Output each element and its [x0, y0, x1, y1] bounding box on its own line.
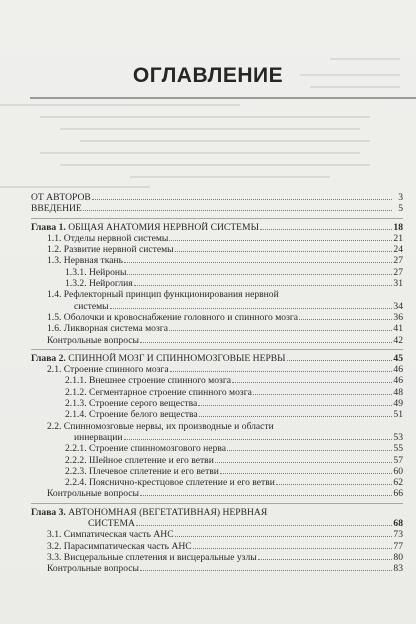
- toc-entry-wrap-first[interactable]: 2.2. Спинномозговые нервы, их производные и области: [47, 420, 274, 432]
- toc-entry[interactable]: 2.1.3. Строение серого вещества 49: [65, 398, 403, 410]
- toc-entry[interactable]: 1.6. Ликворная система мозга 41: [47, 323, 403, 335]
- toc-entry[interactable]: 2.1.4. Строение белого вещества 51: [65, 409, 403, 421]
- toc-entry[interactable]: 2.2.4. Пояснично-крестцовое сплетение и его ветви 62: [65, 477, 403, 489]
- toc-entry[interactable]: 3.2. Парасимпатическая часть АНС 77: [47, 540, 403, 552]
- page-number: 5: [398, 203, 403, 215]
- toc-chapter-2[interactable]: Глава 2. СПИННОЙ МОЗГ И СПИННОМОЗГОВЫЕ НЕРВЫ 45: [31, 352, 403, 364]
- toc-entry-wrap-first[interactable]: 1.4. Рефлекторный принцип функционирования нервной: [47, 289, 279, 301]
- section-divider: [31, 218, 403, 219]
- bleed-through-text: [0, 0, 416, 200]
- toc-entry[interactable]: 3.3. Висцеральные сплетения и висцеральные узлы 80: [47, 551, 403, 563]
- toc-entry[interactable]: 2.2.1. Строение спинномозгового нерва 55: [65, 443, 403, 455]
- toc-entry[interactable]: 2.2.3. Плечевое сплетение и его ветви 60: [65, 465, 403, 477]
- toc-entry[interactable]: 2.1.1. Внешнее строение спинного мозга 46: [65, 375, 403, 387]
- page-title: ОГЛАВЛЕНИЕ: [132, 64, 284, 87]
- toc-entry[interactable]: 2.1. Строение спинного мозга 46: [47, 364, 403, 376]
- toc-entry[interactable]: 1.3. Нервная ткань 27: [47, 255, 403, 267]
- chapter-prefix: Глава 3.: [31, 506, 66, 518]
- page-number: 3: [398, 192, 403, 203]
- toc-entry[interactable]: 2.2.2. Шейное сплетение и его ветви 57: [65, 454, 403, 466]
- chapter-title: ОБЩАЯ АНАТОМИЯ НЕРВНОЙ СИСТЕМЫ: [68, 221, 259, 233]
- toc-entry[interactable]: Контрольные вопросы 66: [47, 488, 403, 500]
- toc-entry-introduction[interactable]: ВВЕДЕНИЕ 5: [31, 203, 403, 215]
- chapter-prefix: Глава 1.: [31, 221, 66, 233]
- toc-chapter-3-first-line[interactable]: [31, 507, 403, 518]
- toc-entry[interactable]: 1.1. Отделы нервной системы 21: [47, 232, 403, 244]
- toc-entry[interactable]: 3.1. Симпатическая часть АНС 73: [47, 529, 403, 541]
- toc-entry[interactable]: 1.2. Развитие нервной системы 24: [47, 244, 403, 256]
- chapter-title: АВТОНОМНАЯ (ВЕГЕТАТИВНАЯ) НЕРВНАЯ: [68, 506, 268, 518]
- toc-entry-authors[interactable]: ОТ АВТОРОВ 3: [31, 192, 403, 203]
- toc-entry[interactable]: 1.3.2. Нейроглия 31: [65, 278, 403, 290]
- chapter-prefix: Глава 2.: [31, 352, 66, 364]
- toc-entry[interactable]: Контрольные вопросы 83: [47, 563, 403, 575]
- chapter-title: СПИННОЙ МОЗГ И СПИННОМОЗГОВЫЕ НЕРВЫ: [68, 352, 286, 364]
- toc-entry-wrap-second[interactable]: системы 34: [74, 300, 403, 312]
- leader-dots: [92, 193, 392, 200]
- title-underline: [30, 97, 416, 99]
- section-divider: [31, 349, 403, 350]
- toc-entry-wrap-second[interactable]: иннервации 53: [74, 431, 403, 443]
- leader-dots: [83, 204, 392, 211]
- leader-dots: [260, 223, 392, 230]
- toc-entry[interactable]: 1.3.1. Нейроны 27: [65, 266, 403, 278]
- toc-entry[interactable]: 2.1.2. Сегментарное строение спинного мозга 48: [65, 386, 403, 398]
- page-number: 18: [393, 221, 403, 233]
- toc-entry[interactable]: 1.5. Оболочки и кровоснабжение головного и спинного мозга 36: [47, 311, 403, 323]
- toc-chapter-1[interactable]: [31, 222, 403, 233]
- section-divider: [31, 503, 403, 504]
- table-of-contents: [31, 192, 403, 575]
- toc-entry[interactable]: Контрольные вопросы 42: [47, 334, 403, 346]
- toc-chapter-3-second-line[interactable]: СИСТЕМА 68: [88, 518, 403, 530]
